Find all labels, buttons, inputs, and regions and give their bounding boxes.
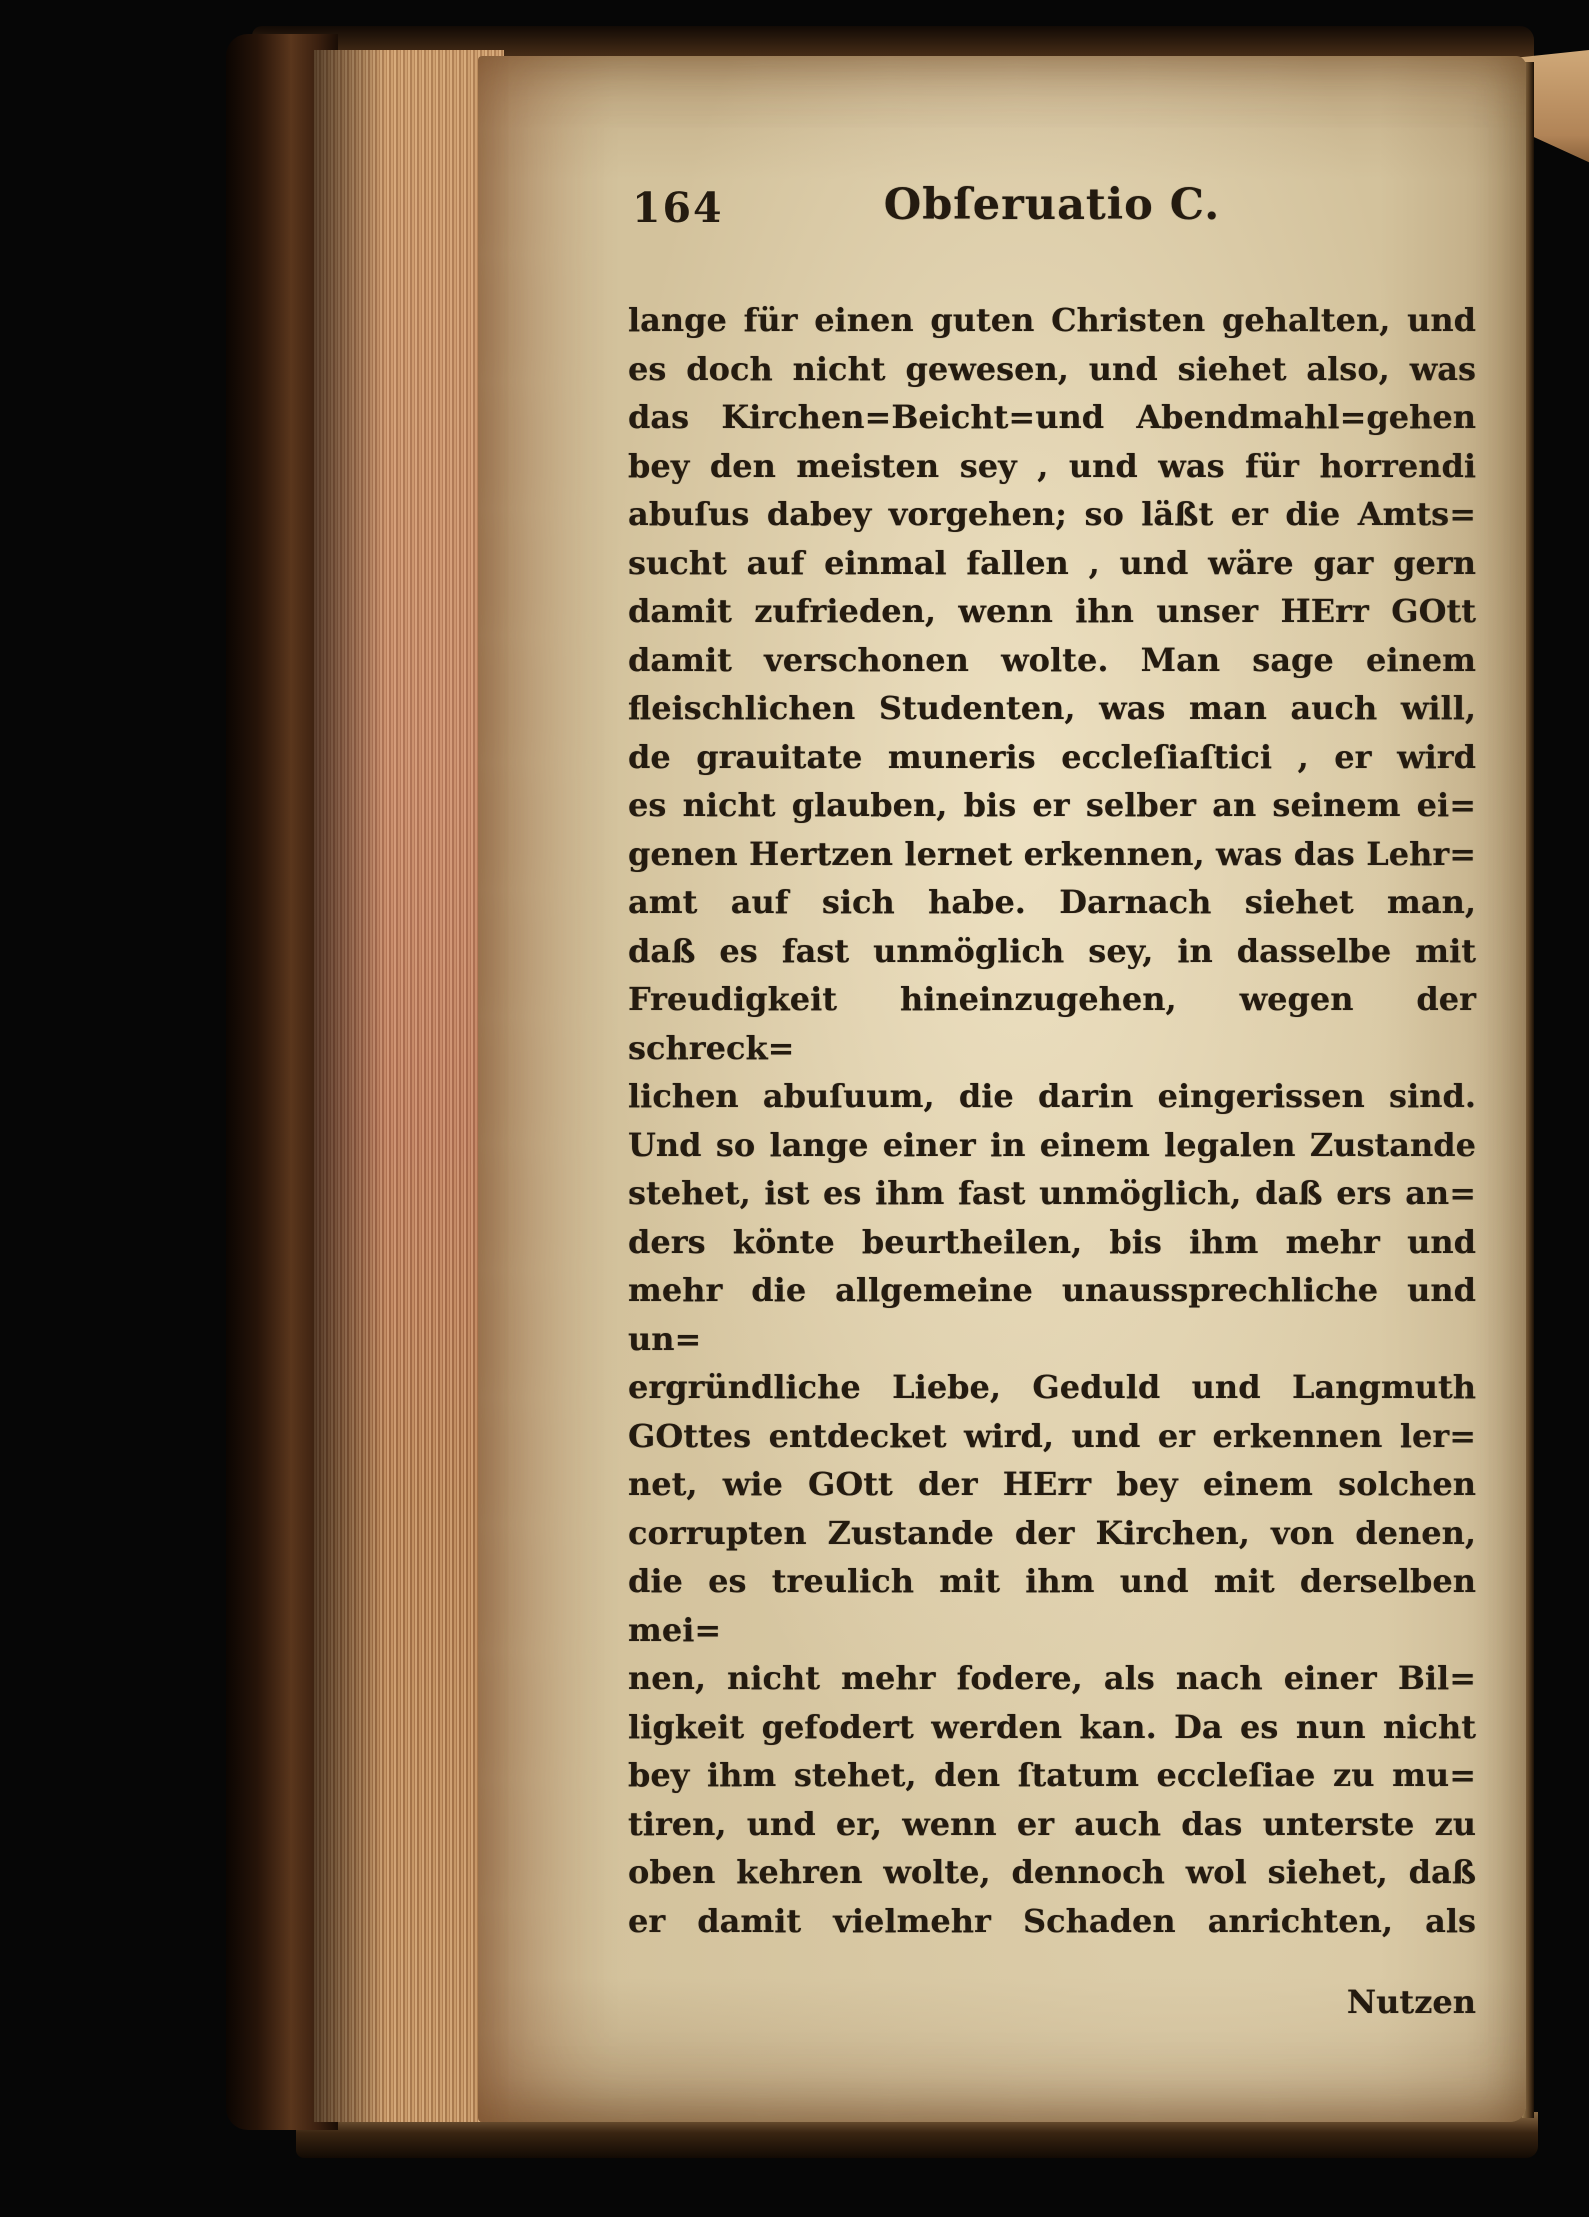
text-line: genen Hertzen lernet erkennen, was das Lehr= bbox=[628, 834, 1476, 873]
text-line: corrupten Zustande der Kirchen, von denen, bbox=[628, 1513, 1476, 1552]
text-line: sucht auf einmal fallen , und wäre gar gern bbox=[628, 543, 1476, 582]
text-line: bey ihm stehet, den ſtatum eccleſiae zu mu= bbox=[628, 1756, 1476, 1794]
text-line: Freudigkeit hineinzugehen, wegen der schreck= bbox=[628, 980, 1476, 1067]
text-line: stehet, ist es ihm fast unmöglich, daß ers an= bbox=[628, 1174, 1476, 1212]
text-line: ders könte beurtheilen, bis ihm mehr und bbox=[628, 1222, 1476, 1261]
page-edge-stack bbox=[314, 50, 504, 2122]
text-line: lichen abuſuum, die darin eingerissen sind. bbox=[628, 1077, 1476, 1115]
text-line: ergründliche Liebe, Geduld und Langmuth bbox=[628, 1368, 1476, 1406]
page-number: 164 bbox=[632, 184, 724, 232]
running-header: Obſeruatio C. bbox=[883, 180, 1221, 230]
text-line: net, wie GOtt der HErr bey einem solchen bbox=[628, 1465, 1476, 1503]
text-line: lange für einen guten Christen gehalten, und bbox=[628, 301, 1476, 339]
text-line: amt auf sich habe. Darnach siehet man, bbox=[628, 883, 1476, 921]
page-header bbox=[628, 180, 1476, 238]
text-line: ligkeit gefodert werden kan. Da es nun nicht bbox=[628, 1707, 1476, 1746]
text-line: es doch nicht gewesen, und siehet also, was bbox=[628, 349, 1476, 388]
text-line: tiren, und er, wenn er auch das unterste zu bbox=[628, 1804, 1476, 1843]
text-line: daß es fast unmöglich sey, in dasselbe mit bbox=[628, 931, 1476, 970]
text-line: die es treulich mit ihm und mit derselben mei= bbox=[628, 1562, 1476, 1649]
text-block bbox=[628, 180, 1476, 2021]
text-line: oben kehren wolte, dennoch wol siehet, daß bbox=[628, 1853, 1476, 1891]
text-line: fleischlichen Studenten, was man auch will, bbox=[628, 689, 1476, 727]
text-line: abuſus dabey vorgehen; so läßt er die Amts= bbox=[628, 495, 1476, 533]
text-line: mehr die allgemeine unaussprechliche und un= bbox=[628, 1271, 1476, 1358]
book-page bbox=[478, 56, 1526, 2122]
text-line: GOttes entdecket wird, und er erkennen ler= bbox=[628, 1416, 1476, 1455]
text-line: es nicht glauben, bis er selber an seinem ei= bbox=[628, 786, 1476, 824]
catchword: Nutzen bbox=[1346, 1983, 1476, 2021]
text-line: er damit vielmehr Schaden anrichten, als bbox=[628, 1901, 1476, 1940]
text-line: damit verschonen wolte. Man sage einem bbox=[628, 640, 1476, 679]
text-line: Und so lange einer in einem legalen Zustande bbox=[628, 1125, 1476, 1164]
text-line: de grauitate muneris eccleſiaſtici , er wird bbox=[628, 737, 1476, 776]
text-line: das Kirchen=Beicht=und Abendmahl=gehen bbox=[628, 398, 1476, 436]
body-text bbox=[628, 296, 1476, 1945]
text-line: damit zufrieden, wenn ihn unser HErr GOtt bbox=[628, 592, 1476, 630]
text-line: nen, nicht mehr fodere, als nach einer Bil= bbox=[628, 1659, 1476, 1697]
text-line: bey den meisten sey , und was für horrendi bbox=[628, 446, 1476, 485]
